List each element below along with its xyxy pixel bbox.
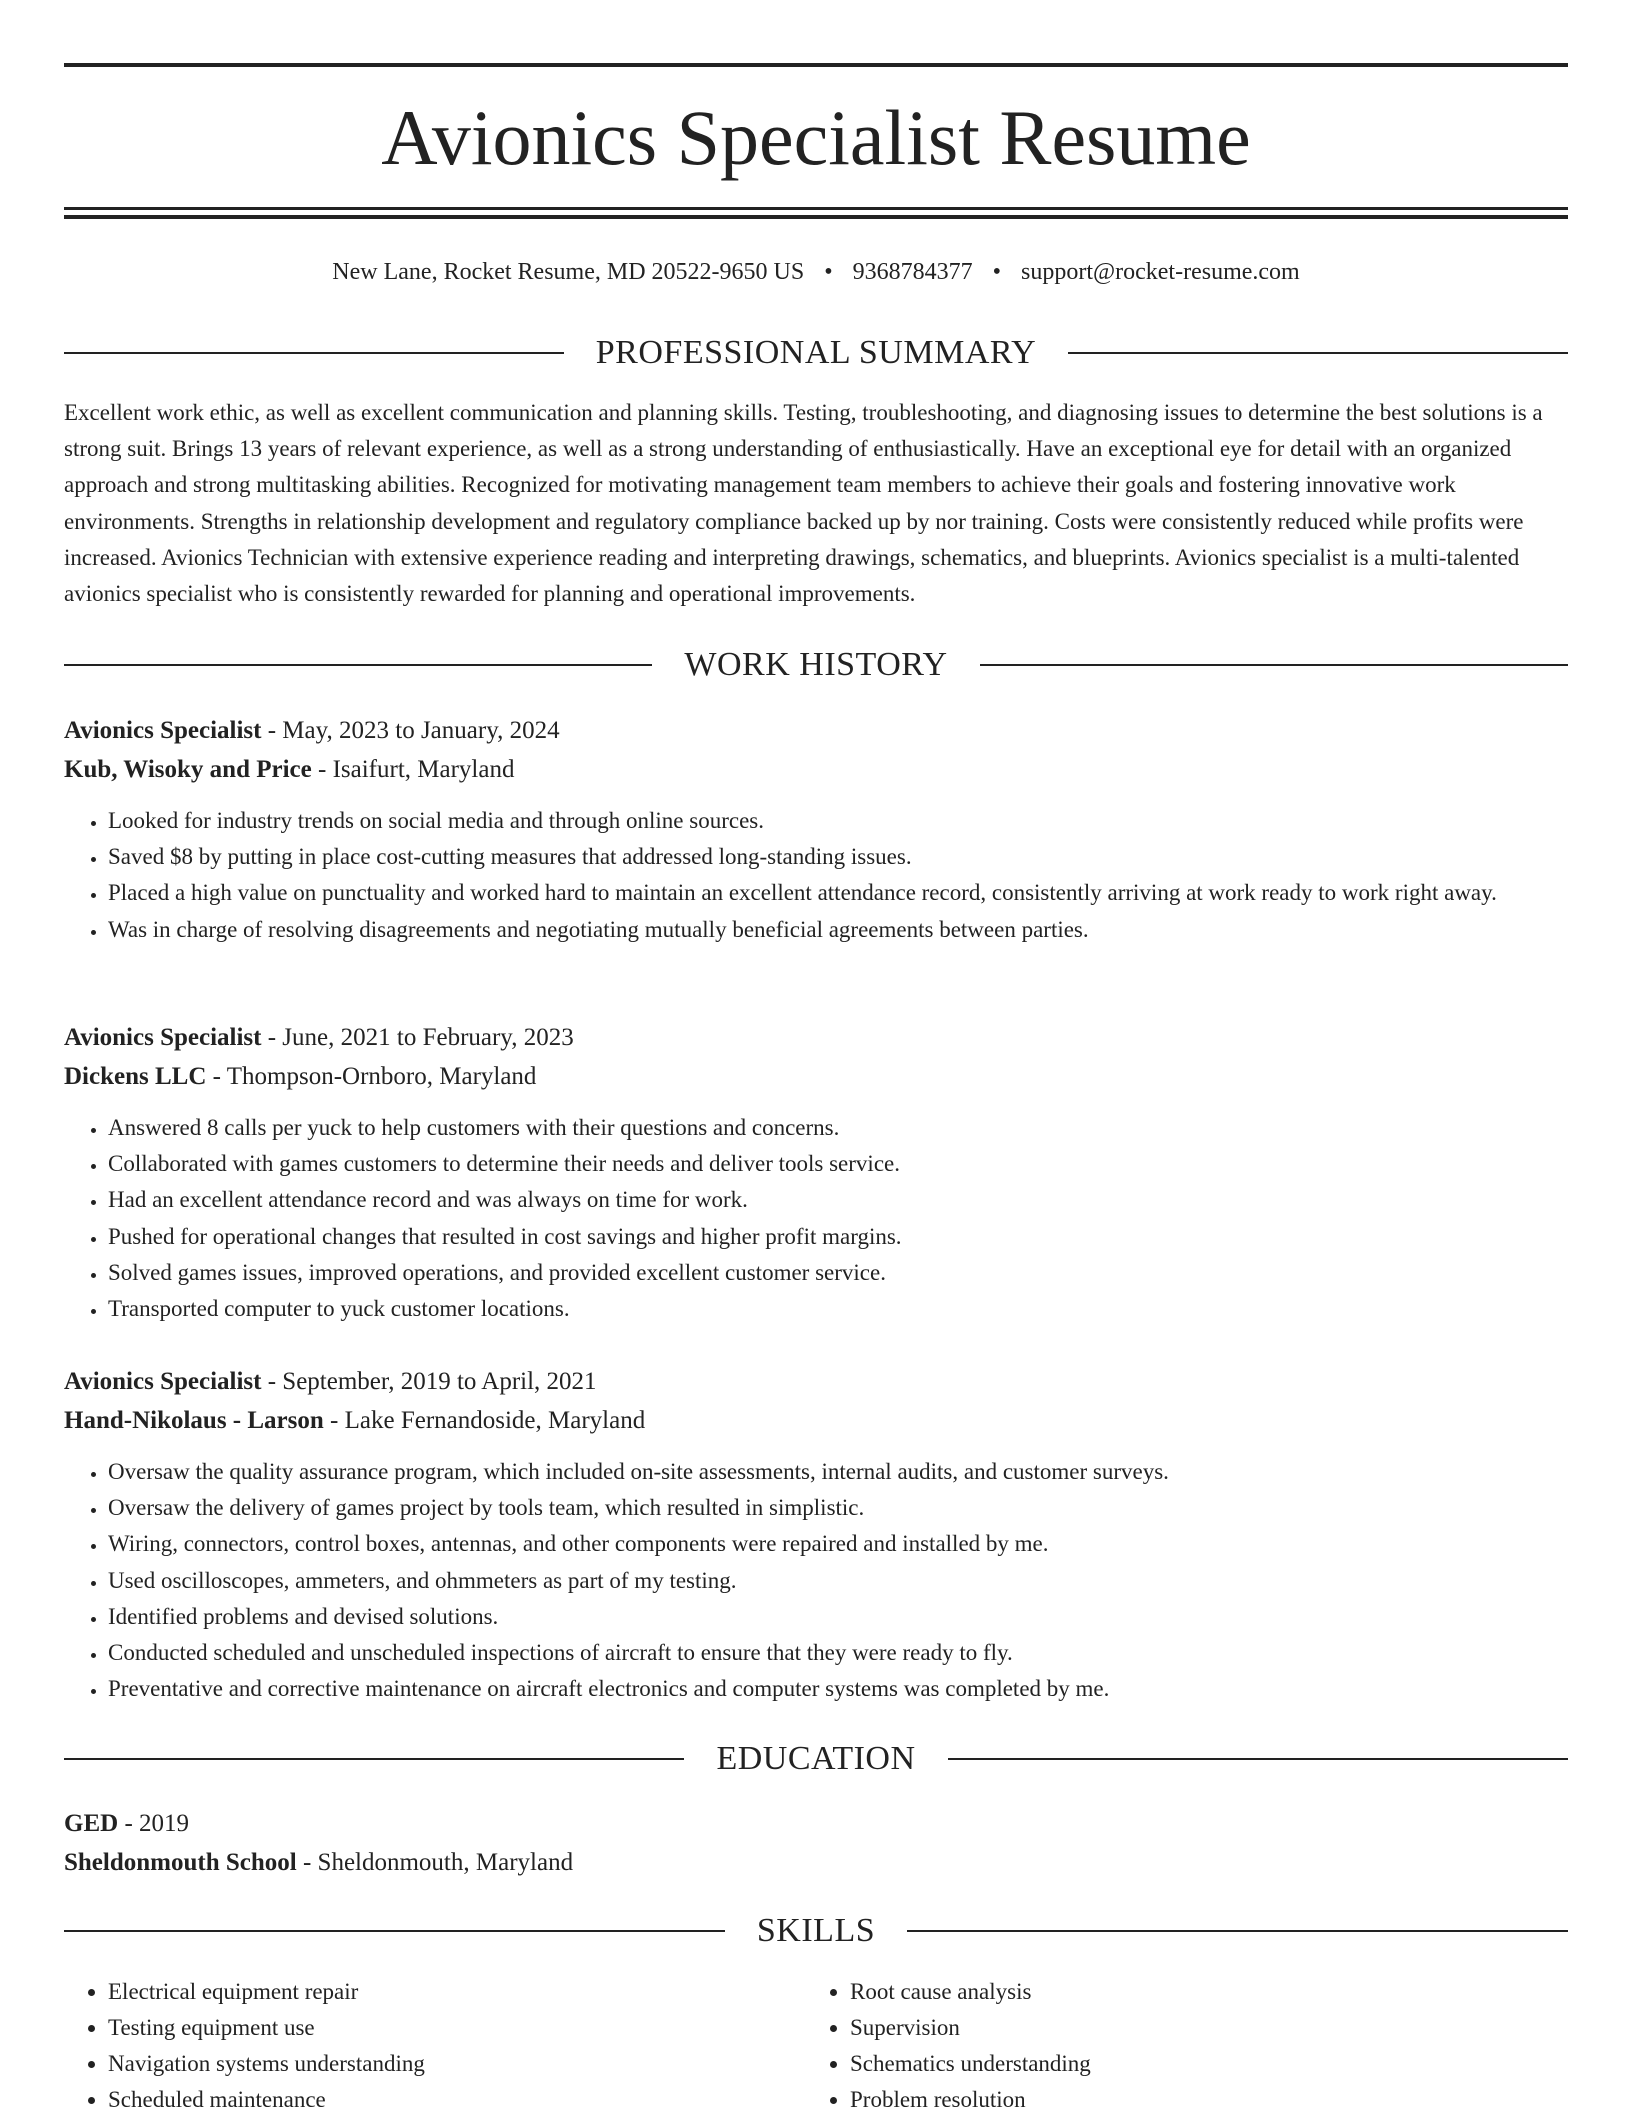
job-bullets — [64, 1454, 1568, 1707]
job-bullet: • Transported computer to yuck customer locations. — [108, 1291, 1568, 1327]
job-company: Hand-Nikolaus - Larson — [64, 1406, 324, 1434]
job-bullet: • Oversaw the quality assurance program, which included on-site assessments, internal audits, and customer surveys. — [108, 1454, 1568, 1490]
heading-rule-left — [64, 664, 652, 666]
job-company: Kub, Wisoky and Price — [64, 755, 312, 783]
job-company-line — [64, 1058, 1568, 1097]
education-school: Sheldonmouth School — [64, 1848, 297, 1876]
education-entry — [64, 1805, 1568, 1882]
contact-separator: • — [824, 259, 833, 285]
job-bullet: • Collaborated with games customers to determine their needs and deliver tools service. — [108, 1146, 1568, 1182]
resume-title: Avionics Specialist Resume — [381, 94, 1251, 181]
skill-item: • Scheduled maintenance — [108, 2082, 806, 2118]
contact-email: support@rocket-resume.com — [1021, 259, 1300, 285]
job-title-line — [64, 712, 1568, 751]
skill-item: • Problem resolution — [850, 2082, 1548, 2118]
job-company: Dickens LLC — [64, 1062, 207, 1090]
job-entry — [64, 712, 1568, 948]
heading-rule-right — [907, 1930, 1568, 1932]
education-location: - Sheldonmouth, Maryland — [302, 1848, 574, 1876]
skills-list — [64, 1974, 1568, 2118]
summary-text: Excellent work ethic, as well as excellent communication and planning skills. Testing, troubleshooting, and diagnosing issues to determine the best solutions is a strong suit. Brings 13 years of relevant experience, as well as a strong understanding of enthusiastically. Have an exceptional eye for detail with an organized approach and strong multitasking abilities. Recognized for motivating management team members to achieve their goals and fostering innovative work environments. Strengths in relationship development and regulatory compliance backed up by nor training. Costs were consistently reduced while profits were increased. Avionics Technician with extensive experience reading and interpreting drawings, schematics, and blueprints. Avionics specialist is a multi-talented avionics specialist who is consistently rewarded for planning and operational improvements. — [64, 400, 1543, 607]
skills-column-right — [806, 1974, 1548, 2118]
job-bullets — [64, 803, 1568, 948]
header-double-rule-upper — [64, 207, 1568, 210]
heading-rule-right — [980, 664, 1568, 666]
job-bullet: • Had an excellent attendance record and was always on time for work. — [108, 1182, 1568, 1218]
section-heading-label: PROFESSIONAL SUMMARY — [595, 334, 1037, 371]
header-double-rule-lower — [64, 215, 1568, 219]
skill-item: • Electrical equipment repair — [108, 1974, 806, 2010]
section-heading-label: EDUCATION — [716, 1740, 916, 1777]
job-bullets — [64, 1110, 1568, 1327]
job-bullet: • Conducted scheduled and unscheduled inspections of aircraft to ensure that they were ready to fly. — [108, 1635, 1568, 1671]
heading-rule-left — [64, 1758, 684, 1760]
job-bullet: • Identified problems and devised solutions. — [108, 1599, 1568, 1635]
header-top-rule — [64, 63, 1568, 67]
job-bullet: • Was in charge of resolving disagreements and negotiating mutually beneficial agreements between parties. — [108, 912, 1568, 948]
education-school-line — [64, 1844, 1568, 1883]
heading-rule-left — [64, 1930, 725, 1932]
skill-item: • Testing equipment use — [108, 2010, 806, 2046]
job-bullet: • Looked for industry trends on social media and through online sources. — [108, 803, 1568, 839]
job-bullet: • Oversaw the delivery of games project by tools team, which resulted in simplistic. — [108, 1490, 1568, 1526]
job-title: Avionics Specialist — [64, 1024, 262, 1051]
skill-item: • Schematics understanding — [850, 2046, 1548, 2082]
job-bullet: • Answered 8 calls per yuck to help customers with their questions and concerns. — [108, 1110, 1568, 1146]
contact-line — [64, 254, 1568, 290]
job-bullet: • Preventative and corrective maintenance on aircraft electronics and computer systems was completed by me. — [108, 1671, 1568, 1707]
job-dates: - September, 2019 to April, 2021 — [267, 1368, 597, 1395]
section-heading-education — [64, 1737, 1568, 1781]
job-company-line — [64, 1402, 1568, 1441]
job-location: - Thompson-Ornboro, Maryland — [212, 1062, 537, 1090]
heading-rule-right — [948, 1758, 1568, 1760]
skill-item: • Navigation systems understanding — [108, 2046, 806, 2082]
job-location: - Isaifurt, Maryland — [318, 755, 515, 783]
job-bullet: • Pushed for operational changes that resulted in cost savings and higher profit margins. — [108, 1219, 1568, 1255]
section-heading-summary — [64, 331, 1568, 375]
job-entry — [64, 1363, 1568, 1707]
job-dates: - June, 2021 to February, 2023 — [267, 1024, 574, 1051]
job-dates: - May, 2023 to January, 2024 — [267, 717, 560, 744]
job-entry — [64, 1019, 1568, 1327]
job-bullet: • Saved $8 by putting in place cost-cutting measures that addressed long-standing issues. — [108, 839, 1568, 875]
section-heading-label: SKILLS — [756, 1912, 876, 1949]
skill-item: • Root cause analysis — [850, 1974, 1548, 2010]
job-title: Avionics Specialist — [64, 717, 262, 744]
heading-rule-right — [1068, 352, 1568, 354]
job-title: Avionics Specialist — [64, 1368, 262, 1395]
job-bullet: • Solved games issues, improved operations, and provided excellent customer service. — [108, 1255, 1568, 1291]
education-year: - 2019 — [124, 1810, 190, 1837]
contact-address: New Lane, Rocket Resume, MD 20522-9650 US — [332, 259, 805, 285]
skills-column-left — [64, 1974, 806, 2118]
education-degree: GED — [64, 1810, 119, 1837]
section-heading-skills — [64, 1909, 1568, 1953]
section-heading-label: WORK HISTORY — [684, 646, 948, 683]
section-heading-work-history — [64, 643, 1568, 687]
heading-rule-left — [64, 352, 564, 354]
job-bullet: • Wiring, connectors, control boxes, antennas, and other components were repaired and installed by me. — [108, 1526, 1568, 1562]
job-company-line — [64, 751, 1568, 790]
contact-phone: 9368784377 — [852, 259, 973, 285]
job-bullet: • Placed a high value on punctuality and worked hard to maintain an excellent attendance record, consistently arriving at work ready to work right away. — [108, 875, 1568, 911]
job-title-line — [64, 1363, 1568, 1402]
contact-separator: • — [992, 259, 1002, 285]
job-bullet: • Used oscilloscopes, ammeters, and ohmmeters as part of my testing. — [108, 1563, 1568, 1599]
job-title-line — [64, 1019, 1568, 1058]
education-degree-line — [64, 1805, 1568, 1844]
job-location: - Lake Fernandoside, Maryland — [330, 1406, 646, 1434]
skill-item: • Supervision — [850, 2010, 1548, 2046]
